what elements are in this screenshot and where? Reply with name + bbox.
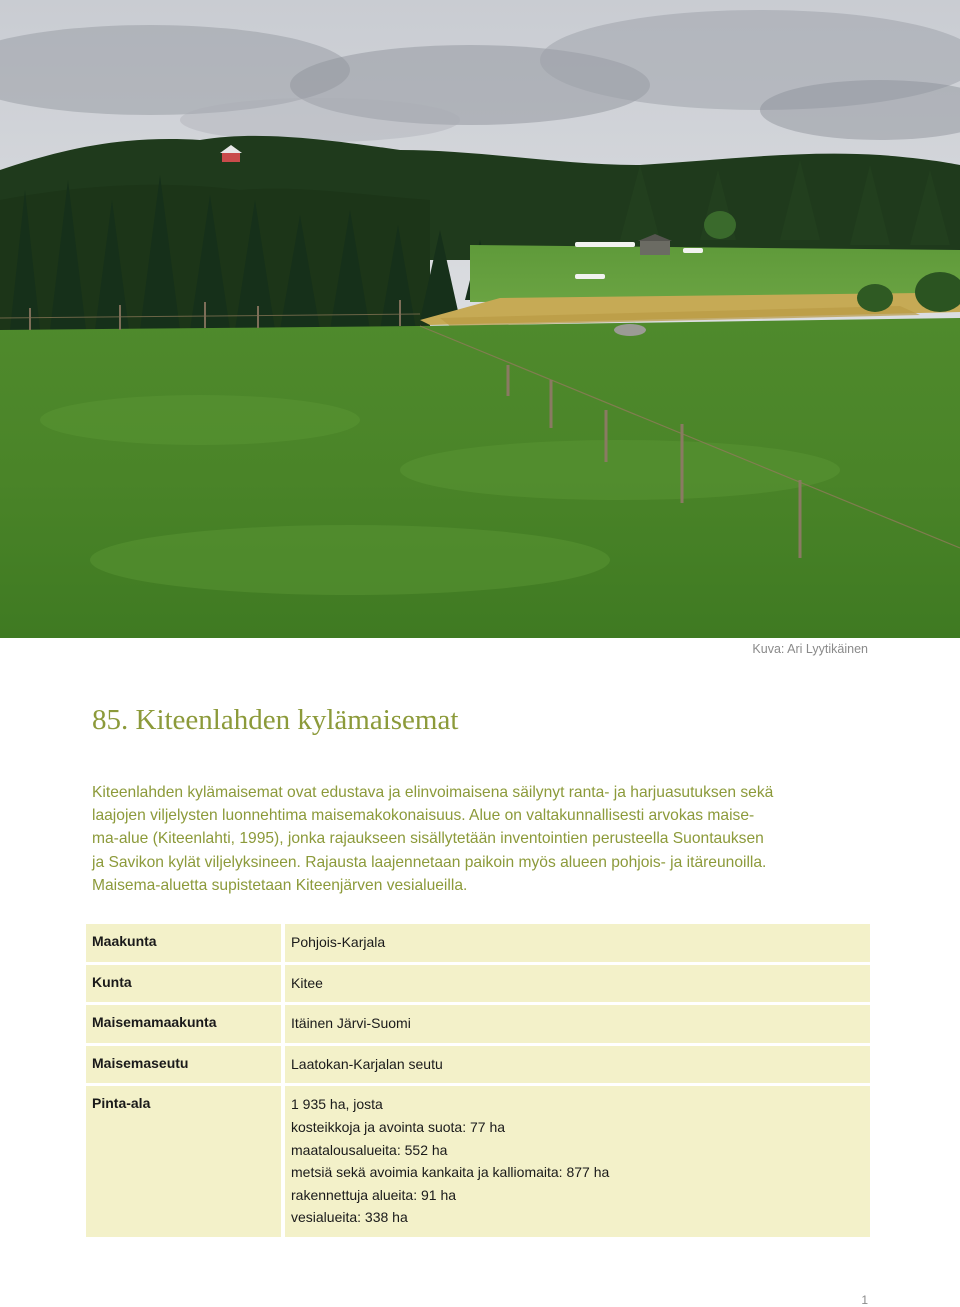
row-value [285, 924, 870, 962]
value-line: vesialueita: 338 ha [291, 1209, 408, 1226]
landscape-photo [0, 0, 960, 638]
row-label: Kunta [86, 965, 285, 1003]
intro-line: laajojen viljelysten luonnehtima maisemakokonaisuus. Alue on valtakunnallisesti arvokas maise- [92, 807, 755, 825]
table-row [86, 1086, 870, 1237]
table-row [86, 965, 870, 1003]
table-row [86, 1046, 870, 1084]
row-label: Maakunta [86, 924, 285, 962]
row-label: Pinta-ala [86, 1086, 285, 1237]
page-number: 1 [861, 1293, 868, 1307]
value-line: Pohjois-Karjala [291, 934, 386, 950]
row-value [285, 1005, 870, 1043]
value-line: Itäinen Järvi-Suomi [291, 1015, 411, 1032]
intro-line: ja Savikon kylät viljelyksineen. Rajausta laajennetaan paikoin myös alueen pohjois- ja itäreunoilla. [92, 853, 767, 871]
row-value [285, 1086, 870, 1237]
value-line: Laatokan-Karjalan seutu [291, 1055, 443, 1072]
page-title: 85. Kiteenlahden kylämaisemat [92, 704, 459, 736]
value-line: rakennettuja alueita: 91 ha [291, 1186, 457, 1203]
info-table [86, 921, 870, 1240]
table-row [86, 1005, 870, 1043]
intro-line: Kiteenlahden kylämaisemat ovat edustava ja elinvoimaisena säilynyt ranta- ja harjuasutuksen sekä [92, 784, 774, 801]
intro-line: Maisema-aluetta supistetaan Kiteenjärven vesialueilla. [92, 876, 468, 894]
table-row [86, 924, 870, 962]
row-value [285, 965, 870, 1003]
row-label: Maisemamaakunta [86, 1005, 285, 1043]
intro-line: ma-alue (Kiteenlahti, 1995), jonka rajaukseen sisällytetään inventointien perusteella Suontauksen [92, 830, 764, 848]
row-label: Maisemaseutu [86, 1046, 285, 1084]
value-line: maatalousalueita: 552 ha [291, 1141, 448, 1158]
value-line: kosteikkoja ja avointa suota: 77 ha [291, 1118, 506, 1135]
value-line: 1 935 ha, josta [291, 1096, 383, 1113]
row-value [285, 1046, 870, 1084]
value-line: metsiä sekä avoimia kankaita ja kalliomaita: 877 ha [291, 1164, 610, 1181]
intro-paragraph [92, 781, 882, 897]
value-line: Kitee [291, 974, 323, 991]
photo-credit: Kuva: Ari Lyytikäinen [752, 642, 868, 656]
